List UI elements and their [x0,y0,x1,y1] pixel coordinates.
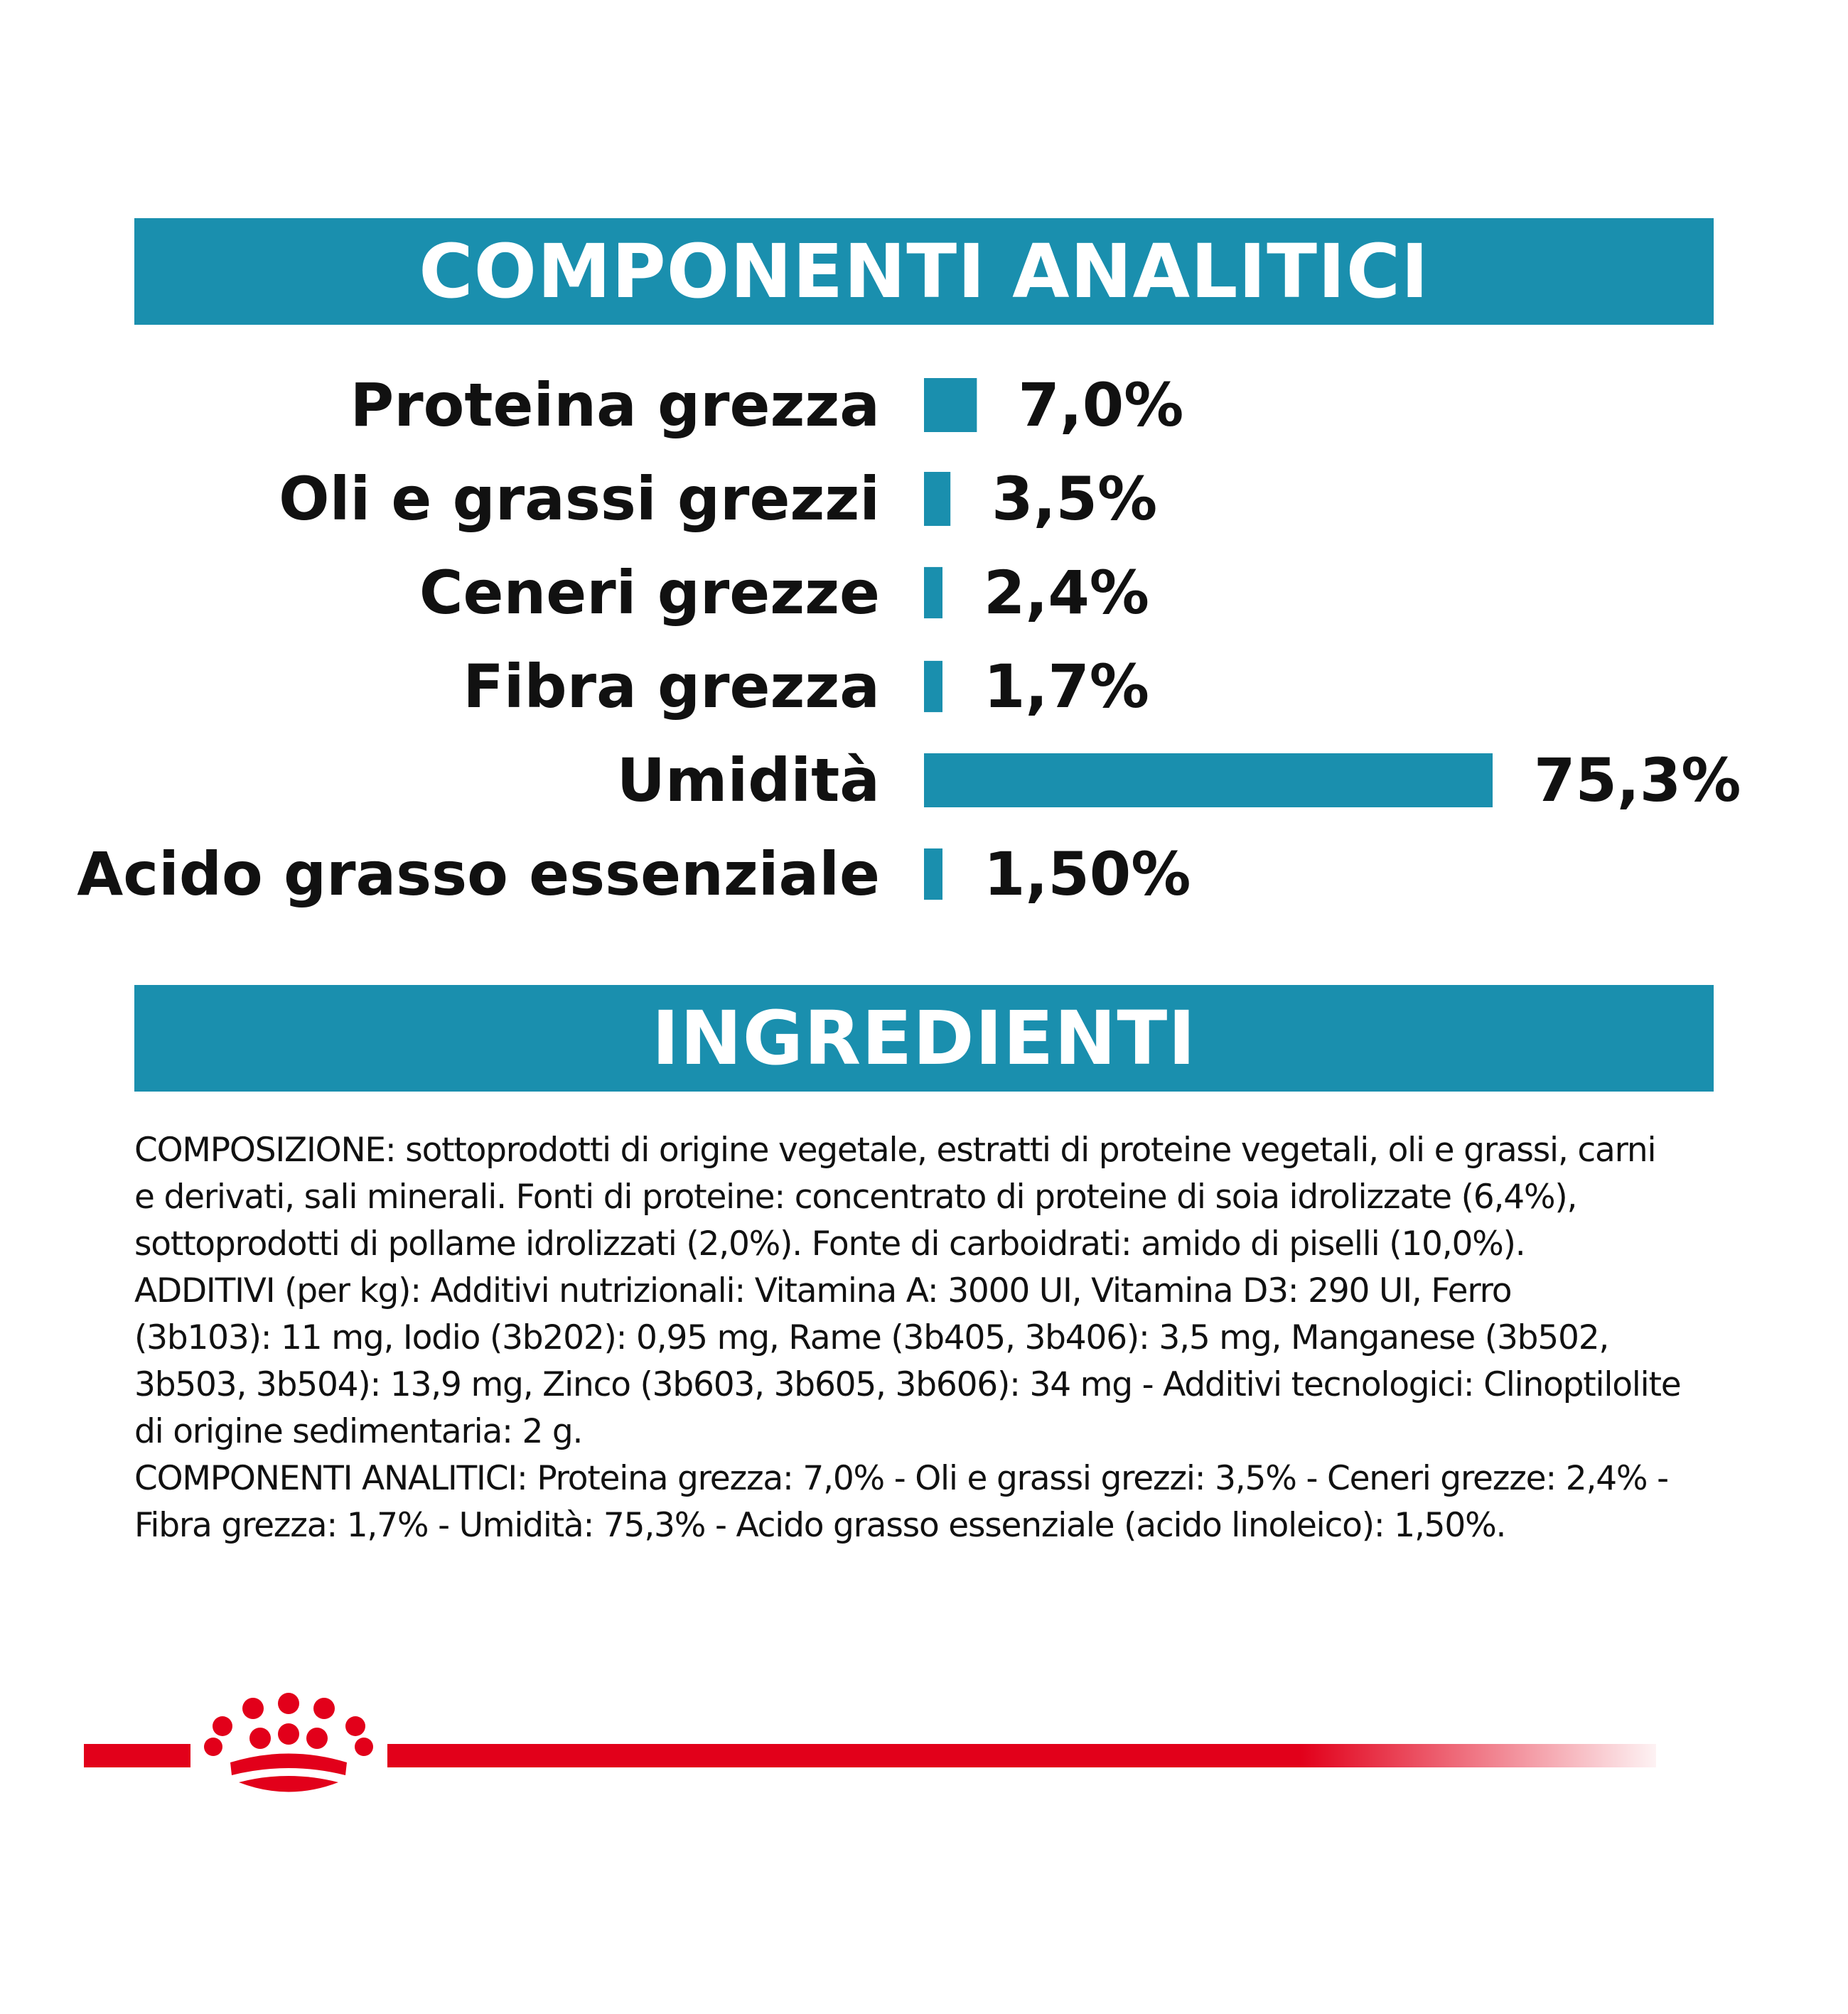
value-label: 1,7% [984,652,1149,721]
value-label: 1,50% [984,839,1191,909]
bar [924,378,977,432]
brand-stripe-right [387,1744,1656,1767]
ingredients-line: e derivati, sali minerali. Fonti di proteine: concentrato di proteine di soia idrolizzate (6,4%), [134,1178,1577,1217]
value-label: 7,0% [1018,370,1184,440]
brand-stripe-left [84,1744,190,1767]
value-label: 75,3% [1534,745,1741,815]
analytic-components-banner [134,218,1714,325]
category-label: Ceneri grezze [419,558,880,628]
value-label: 3,5% [992,464,1158,534]
brand-logo-strip [0,1656,1848,1798]
bar [924,849,942,900]
category-label: Acido grasso essenziale [77,839,880,909]
analytic-components-title: COMPONENTI ANALITICI [419,228,1429,315]
ingredients-title: INGREDIENTI [652,995,1196,1082]
crown-icon [204,1693,373,1792]
ingredients-line: sottoprodotti di pollame idrolizzati (2,0%). Fonte di carboidrati: amido di piselli (10,0%). [134,1224,1525,1264]
ingredients-line: (3b103): 11 mg, Iodio (3b202): 0,95 mg, Rame (3b405, 3b406): 3,5 mg, Manganese (3b502, [134,1318,1609,1357]
category-label: Proteina grezza [350,370,880,440]
ingredients-line: 3b503, 3b504): 13,9 mg, Zinco (3b603, 3b605, 3b606): 34 mg - Additivi tecnologici: Clinoptilolite [134,1365,1681,1404]
ingredients-line: COMPONENTI ANALITICI: Proteina grezza: 7,0% - Oli e grassi grezzi: 3,5% - Ceneri grezze: 2,4% - [134,1459,1668,1498]
ingredients-line: ADDITIVI (per kg): Additivi nutrizionali: Vitamina A: 3000 UI, Vitamina D3: 290 UI, Ferro [134,1271,1512,1310]
category-label: Oli e grassi grezzi [279,464,880,534]
analytic-components-chart [0,355,1848,945]
bar [924,567,942,618]
bar [924,661,942,712]
ingredients-text [134,1127,1741,1549]
category-label: Fibra grezza [463,652,880,721]
ingredients-banner [134,985,1714,1092]
bar [924,753,1493,807]
ingredients-line: di origine sedimentaria: 2 g. [134,1412,583,1451]
bar [924,472,950,526]
value-label: 2,4% [984,558,1149,628]
ingredients-line: Fibra grezza: 1,7% - Umidità: 75,3% - Acido grasso essenziale (acido linoleico): 1,50%. [134,1506,1506,1545]
ingredients-line: COMPOSIZIONE: sottoprodotti di origine vegetale, estratti di proteine vegetali, oli e grassi, carni [134,1131,1656,1170]
category-label: Umidità [616,745,880,815]
